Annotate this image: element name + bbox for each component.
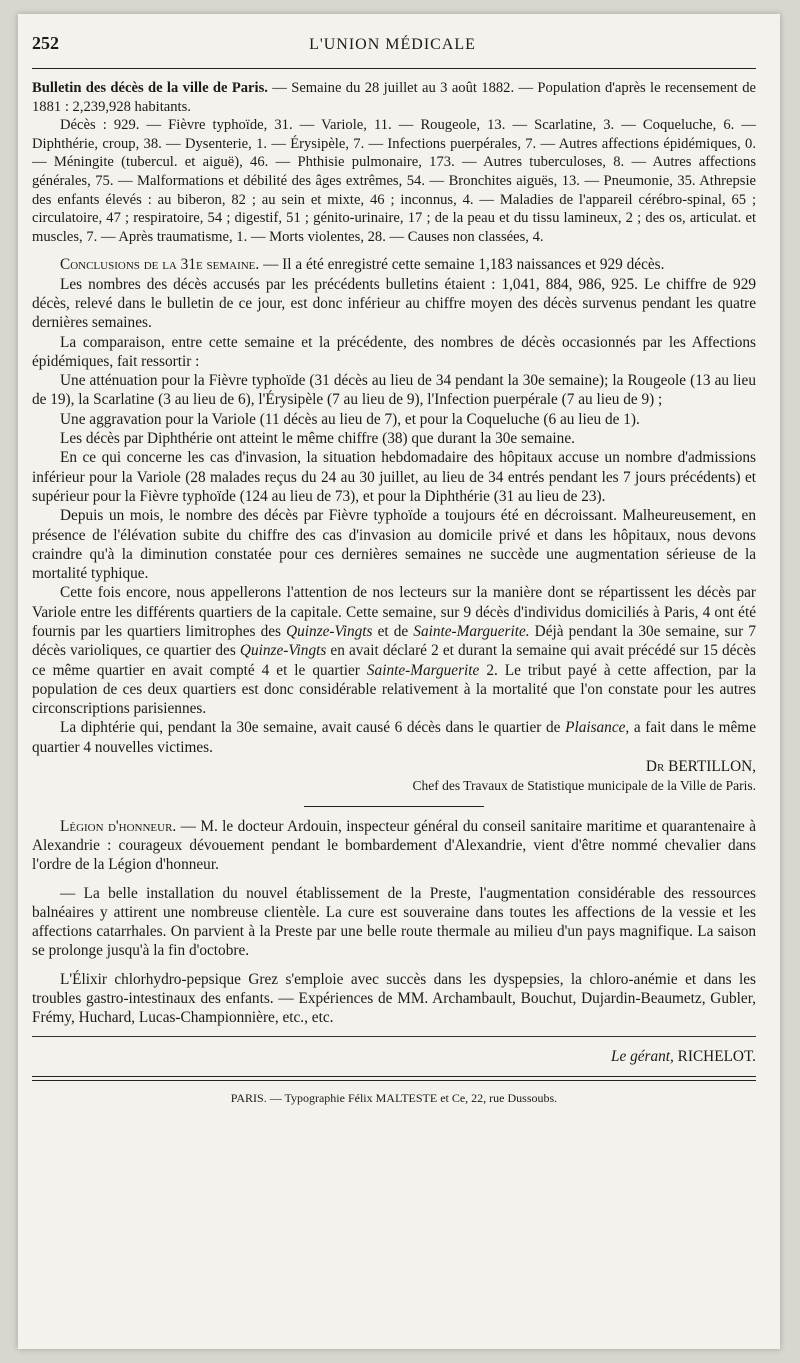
conclusions-text: — Il a été enregistré cette semaine 1,183 naissances et 929 décès. [263,256,665,274]
running-title: L'UNION MÉDICALE [309,36,476,53]
conclusions-p1: Les nombres des décès accusés par les précédents bulletins étaient : 1,041, 884, 986, 925. Le chiffre de 929 décès, relevé dans le bulletin de ce jour, est donc inférieur au chiffre moyen des décès survenus pendant les quatre dernières semaines. [32,275,756,332]
gerant-label: Le gérant, [610,1047,674,1065]
p8-text-d: en avait déclaré 2 et durant la semaine qui avait précédé sur 15 décès ce même quartier en avait compté 4 et le quartier [32,642,756,679]
footer-rule [32,1076,756,1081]
gerant-name: RICHELOT. [677,1047,756,1065]
page-content [32,34,756,1108]
conclusions-p5: Les décès par Diphthérie ont atteint le même chiffre (38) que durant la 30e semaine. [60,430,575,448]
header-rule [32,68,756,69]
document-page [18,14,780,1349]
conclusions-p3: Une atténuation pour la Fièvre typhoïde (31 décès au lieu de 34 pendant la 30e semaine); la Rougeole (13 au lieu de 19), la Scarlatine (3 au lieu de 6), l'Érysipèle (7 au lieu de 9), l'Infection puerpérale (7 au lieu de 9) ; [32,372,756,409]
p8-quarter-3: Quinze-Vingts [239,642,327,660]
p9-text-b: a fait dans le même quartier 4 nouvelles victimes. [32,719,756,756]
conclusions-p7: Depuis un mois, le nombre des décès par Fièvre typhoïde a toujours été en décroissant. Malheureusement, en présence de l'élévation subite du chiffre des cas d'invasion au domicile privé et dans les hôpitaux, nous devons craindre qu'à la diminution constatée pour ces dernières semaines ne succède une augmentation sérieuse de la mortalité typhique. [32,507,756,583]
conclusions-label: Conclusions de la 31e semaine. [60,256,260,274]
bulletin-heading [32,79,756,116]
p8-quarter-2: Sainte-Marguerite. [413,622,530,640]
conclusions-p9 [32,718,756,757]
printer-footer: PARIS. — Typographie Félix MALTESTE et Ce, 22, rue Dussoubs. [230,1090,558,1105]
elixir-paragraph: L'Élixir chlorhydro-pepsique Grez s'emploie avec succès dans les dyspepsies, la chloro-anémie et dans les troubles gastro-intestinaux des enfants. — Expériences de MM. Archambault, Bouchut, Dujardin-Beaumetz, Gubler, Frémy, Huchard, Lucas-Championnière, etc., etc. [32,970,756,1027]
legion-label: Légion d'honneur. [60,817,177,835]
conclusions-p4: Une aggravation pour la Variole (11 décès au lieu de 7), et pour la Coqueluche (6 au lieu de 1). [60,410,640,428]
bulletin-title: Bulletin des décès de la ville de Paris. [32,80,268,96]
preste-paragraph: — La belle installation du nouvel établissement de la Preste, l'augmentation considérable des ressources balnéaires y attirent une nombreuse clientèle. La cure est souveraine dans toutes les affections de la vessie et les affections catarrhales. On parvient à la Preste par une belle route thermale au milieu d'un pays magnifique. La saison se prolonge jusqu'à la fin d'octobre. [32,884,756,960]
p8-text-c: Déjà pendant la 30e semaine, sur 7 décès varioliques, ce quartier des [32,622,757,660]
conclusions-paragraph [32,255,756,274]
p8-text-e: 2. Le tribut payé à cette affection, par la population de ces deux quartiers est donc considérable relativement à la mortalité que l'on constate pour les autres circonscriptions parisiennes. [32,661,757,718]
p8-quarter-4: Sainte-Marguerite [366,661,480,679]
signature-title: Chef des Travaux de Statistique municipale de la Ville de Paris. [412,778,756,794]
gerant-rule [32,1036,756,1037]
legion-paragraph [32,817,756,875]
signature-name: Dr BERTILLON, [645,758,756,776]
p8-quarter-1: Quinze-Vingts [286,622,373,640]
conclusions-p2: La comparaison, entre cette semaine et la précédente, des nombres de décès occasionnés par les Affections épidémiques, fait ressortir : [32,333,756,370]
legion-text: — M. le docteur Ardouin, inspecteur général du conseil sanitaire maritime et quarantenaire à Alexandrie : courageux dévouement pendant le bombardement d'Alexandrie, vient d'être nommé chevalier dans l'ordre de la Légion d'honneur. [32,817,757,874]
bulletin-population: — Population d'après le recensement de 1881 : 2,239,928 habitants. [32,80,756,115]
p9-text-a: La diphtérie qui, pendant la 30e semaine, avait causé 6 décès dans le quartier de [60,719,561,737]
bulletin-deaths: Décès : 929. — Fièvre typhoïde, 31. — Variole, 11. — Rougeole, 13. — Scarlatine, 3. — Coqueluche, 6. — Diphthérie, croup, 38. — Dysenterie, 1. — Érysipèle, 7. — Infections puerpérales, 7. — Autres affections épidémiques, 0. — Méningite (tubercul. et aiguë), 46. — Phthisie pulmonaire, 173. — Autres tuberculoses, 8. — Autres affections générales, 75. — Malformations et débilité des âges extrêmes, 54. — Bronchites aiguës, 13. — Pneumonie, 35. Athrepsie des enfants élevés : au biberon, 82 ; au sein et mixte, 46 ; inconnus, 4. — Maladies de l'appareil cérébro-spinal, 65 ; circulatoire, 47 ; respiratoire, 54 ; digestif, 51 ; génito-urinaire, 17 ; de la peau et du tissu lamineux, 2 ; des os, articulat. et muscles, 7. — Après traumatisme, 1. — Morts violentes, 28. — Causes non classées, 4. [32,117,756,245]
p8-text-a: Cette fois encore, nous appellerons l'attention de nos lecteurs sur la manière dont se répartissent les décès par Variole entre les différents quartiers de la capitale. Cette semaine, sur 9 décès d'individus domiciliés à Paris, 4 ont été fournis par les quartiers limitrophes des [32,584,756,640]
p8-text-b: et de [377,622,409,640]
page-number: 252 [32,33,59,53]
p9-quarter: Plaisance, [565,719,630,737]
conclusions-p6: En ce qui concerne les cas d'invasion, la situation hebdomadaire des hôpitaux accuse un nombre d'admissions inférieur pour la Variole (28 malades reçus du 24 au 30 juillet, au lieu de 34 entrés pendant les 7 jours précédents) et supérieur pour la Fièvre typhoïde (124 au lieu de 73), et pour la Diphthérie (31 au lieu de 23). [32,449,756,505]
bulletin-week: — Semaine du 28 juillet au 3 août 1882. [272,80,515,96]
section-divider [304,806,484,807]
page-header [32,34,756,60]
gerant-line [32,1047,756,1066]
conclusions-p8 [32,583,756,718]
